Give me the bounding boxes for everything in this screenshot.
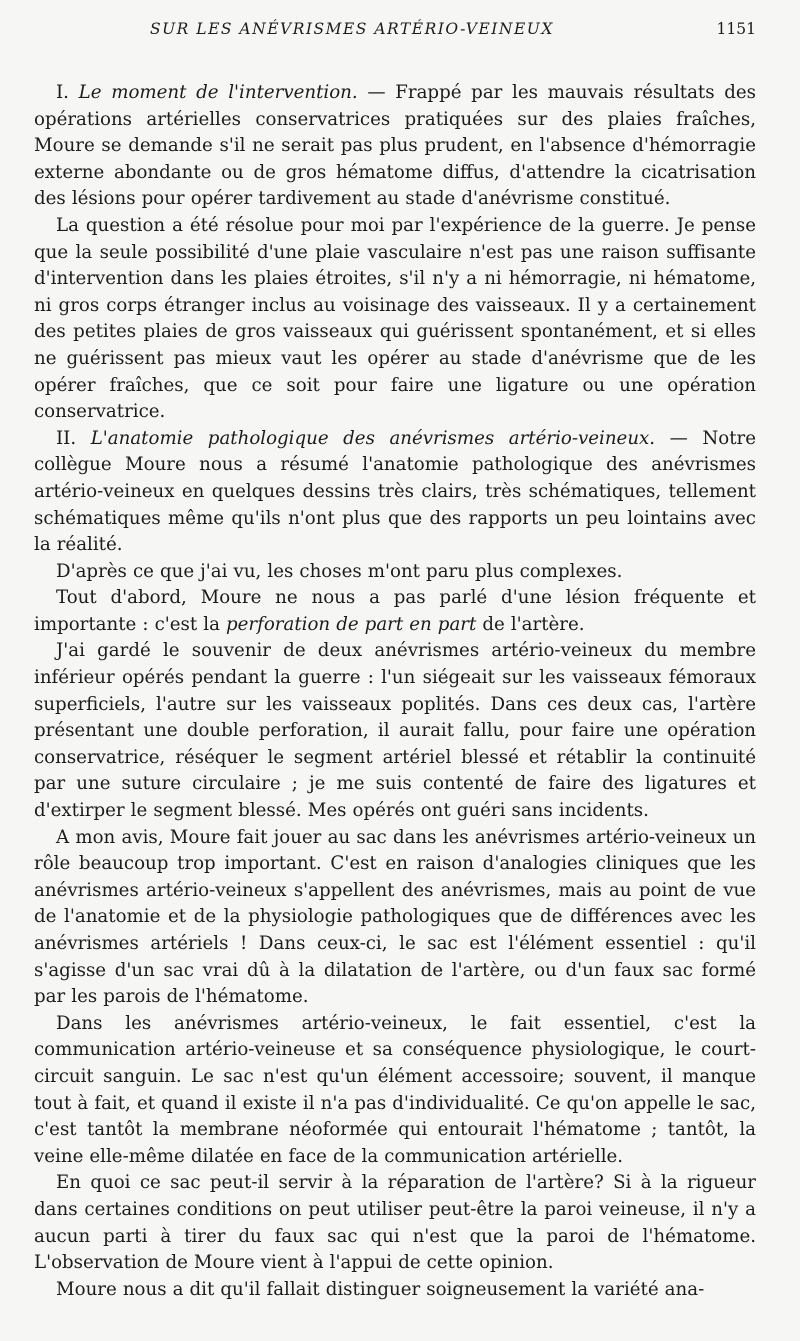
paragraph-variety: Moure nous a dit qu'il fallait distinguer soigneusement la variété ana- [56, 1278, 705, 1300]
paragraph-text: Tout d'abord, Moure ne nous a pas parlé d'une lésion fréquente et importante : c'est la [34, 587, 756, 635]
paragraph-perforation [34, 585, 756, 638]
paragraph-pathology [34, 426, 756, 559]
page-number: 1151 [716, 20, 756, 38]
emphasis-text: perforation de part en part [226, 613, 477, 635]
paragraph-sac-role: A mon avis, Moure fait jouer au sac dans les anévrismes artério-veineux un rôle beaucoup trop important. C'est en raison d'analogies cliniques que les anévrismes artério-veineux s'appellent des anévrismes, mais au point de vue de l'anatomie et de la physiologie pathologiques que de différences avec les anévrismes artériels ! Dans ceux-ci, le sac est l'élément essentiel : qu'il s'agisse d'un sac vrai dû à la dilatation de l'artère, ou d'un faux sac formé par les parois de l'hématome. [34, 826, 756, 1008]
section-heading: Le moment de l'intervention. [78, 82, 358, 103]
section-number: II. [56, 427, 77, 449]
paragraph-text: de l'artère. [476, 613, 585, 635]
body-text [34, 80, 756, 1303]
running-title: SUR LES ANÉVRISMES ARTÉRIO-VEINEUX [150, 20, 554, 38]
paragraph-text: — Notre collègue Moure nous a résumé l'anatomie pathologique des anévrismes artério-veineux en quelques dessins très clairs, très schématiques, tellement schématiques même qu'ils n'ont plus que des rapports un peu lointains avec la réalité. [34, 427, 756, 556]
paragraph-communication: Dans les anévrismes artério-veineux, le fait essentiel, c'est la communication artério-veineuse et sa conséquence physiologique, le court-circuit sanguin. Le sac n'est qu'un élément accessoire; souvent, il manque tout à fait, et quand il existe il n'a pas d'individualité. Ce qu'on appelle le sac, c'est tantôt la membrane néoformée qui entourait l'hématome ; tantôt, la veine elle-même dilatée en face de la communication artérielle. [34, 1012, 756, 1167]
paragraph-repair: En quoi ce sac peut-il servir à la réparation de l'artère? Si à la rigueur dans certaines conditions on peut utiliser peut-être la paroi veineuse, il n'y a aucun parti à tirer du faux sac qui n'est que la paroi de l'hématome. L'observation de Moure vient à l'appui de cette opinion. [34, 1172, 756, 1274]
section-heading: L'anatomie pathologique des anévrismes artério-veineux. [90, 427, 656, 449]
section-number: I. [56, 82, 69, 103]
paragraph-war-experience: La question a été résolue pour moi par l'expérience de la guerre. Je pense que la seule possibilité d'une plaie vasculaire n'est pas une raison suffisante d'intervention dans les plaies étroites, s'il n'y a ni hémorragie, ni hématome, ni gros corps étranger inclus au voisinage des vaisseaux. Il y a certainement des petites plaies de gros vaisseaux qui guérissent spontanément, et si elles ne guérissent pas mieux vaut les opérer au stade d'anévrisme que de les opérer fraîches, que ce soit pour faire une ligature ou une opération conservatrice. [34, 214, 756, 423]
paragraph-case-memory: J'ai gardé le souvenir de deux anévrismes artério-veineux du membre inférieur opérés pendant la guerre : l'un siégeait sur les vaisseaux fémoraux superficiels, l'autre sur les vaisseaux poplités. Dans ces deux cas, l'artère présentant une double perforation, il aurait fallu, pour faire une opération conservatrice, réséquer le segment artériel blessé et rétablir la continuité par une suture circulaire ; je me suis contenté de faire des ligatures et d'extirper le segment blessé. Mes opérés ont guéri sans incidents. [34, 640, 756, 822]
paragraph-text: — Frappé par les mauvais résultats des opérations artérielles conservatrices pratiquées sur des plaies fraîches, Moure se demande s'il ne serait pas plus prudent, en l'absence d'hémorragie externe abondante ou de gros hématome diffus, d'attendre la cicatrisation des lésions pour opérer tardivement au stade d'anévrisme constitué. [34, 82, 756, 210]
paragraph-complexity: D'après ce que j'ai vu, les choses m'ont paru plus complexes. [56, 560, 623, 582]
running-head [34, 20, 756, 46]
paragraph-intervention-timing [34, 80, 756, 213]
